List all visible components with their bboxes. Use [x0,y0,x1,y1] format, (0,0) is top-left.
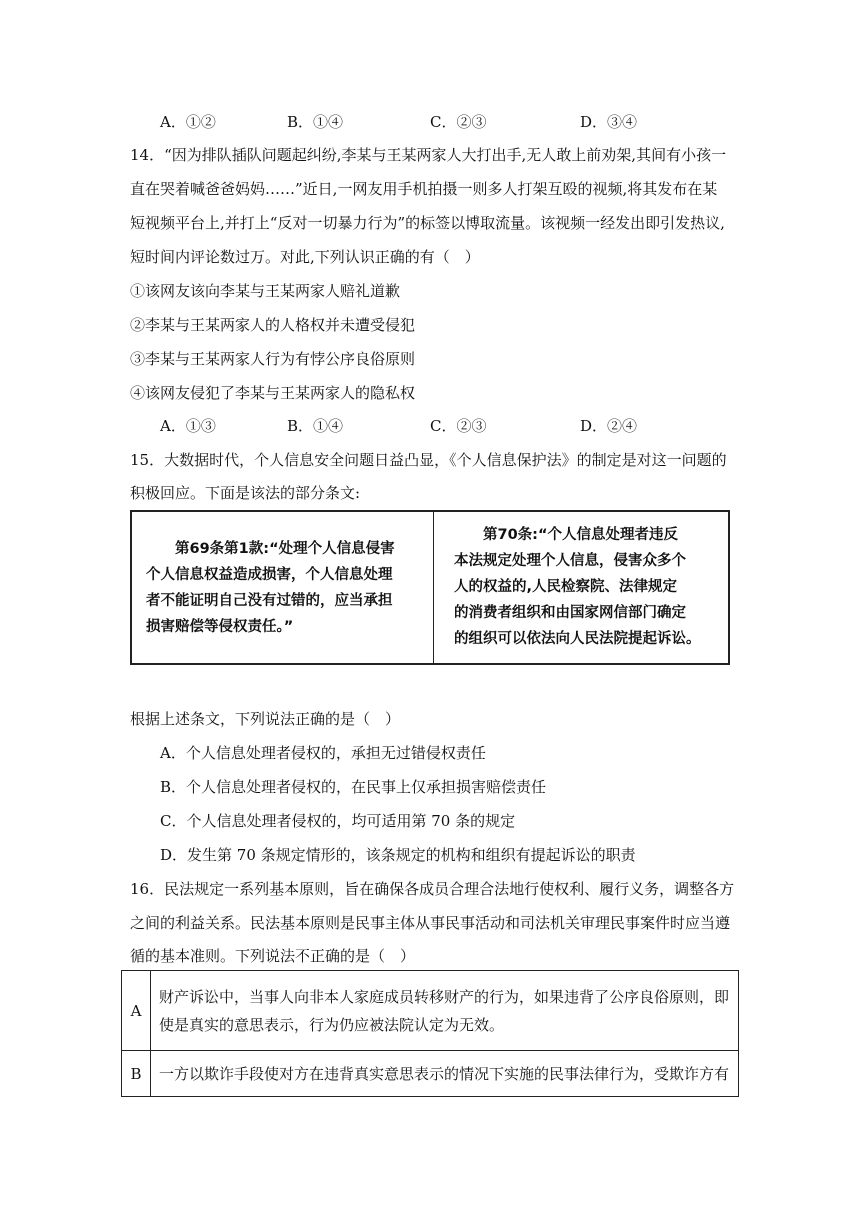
q16-option-a-line: 使是真实的意思表示，行为仍应被法院认定为无效。 [159,1015,505,1034]
q16-option-b-line: 一方以欺诈手段使对方在违背真实意思表示的情况下实施的民事法律行为，受欺诈方有 [159,1064,730,1083]
q14-stem-line-3: 短视频平台上,并打上“反对一切暴力行为”的标签以博取流量。该视频一经发出即引发热议, [130,214,725,232]
q14-option-d: D．②④ [580,417,638,435]
q14-statement-3: ③李某与王某两家人行为有悖公序良俗原则 [130,350,416,368]
q13-option-a: A．①② [160,113,216,131]
q16-option-table [121,970,739,1097]
table-row [122,971,739,1051]
article-69-line: 者不能证明自己没有过错的，应当承担 [146,593,393,609]
article-70-line: 第70条:“个人信息处理者违反 [454,527,679,543]
article-69-line: 第69条第1款:“处理个人信息侵害 [146,541,395,557]
q15-option-c: C．个人信息处理者侵权的，均可适用第 70 条的规定 [160,812,516,830]
q14-stem-line-4: 短时间内评论数过万。对此,下列认识正确的有（ ） [130,248,480,266]
article-69-line: 个人信息权益造成损害，个人信息处理 [146,567,393,583]
q16-stem-line-1: 16．民法规定一系列基本原则，旨在确保各成员合理合法地行使权利、履行义务，调整各方 [130,880,735,898]
q16-stem-line-2: 之间的利益关系。民法基本原则是民事主体从事民事活动和司法机关审理民事案件时应当遵 [130,914,731,932]
q14-stem-line-1: 14．“因为排队插队问题起纠纷,李某与王某两家人大打出手,无人敢上前劝架,其间有小孩一 [130,146,727,164]
q13-options [160,112,760,132]
q16-option-a-line: 财产诉讼中，当事人向非本人家庭成员转移财产的行为，如果违背了公序良俗原则，即 [159,987,730,1006]
q14-statement-4: ④该网友侵犯了李某与王某两家人的隐私权 [130,384,416,402]
q15-option-b: B．个人信息处理者侵权的，在民事上仅承担损害赔偿责任 [160,778,547,796]
article-69-line: 损害赔偿等侵权责任。” [146,619,294,635]
q13-option-b: B．①④ [287,113,344,131]
q15-stem-line-1: 15．大数据时代，个人信息安全问题日益凸显，《个人信息保护法》的制定是对这一问题的 [130,451,727,469]
article-69-text [146,536,395,640]
q15-question: 根据上述条文，下列说法正确的是（ ） [130,710,401,728]
q16-stem-line-3: 循的基本准则。下列说法不正确的是（ ） [130,947,416,965]
q15-option-a: A．个人信息处理者侵权的，承担无过错侵权责任 [160,744,486,762]
article-70-text [454,522,701,652]
q14-stem-line-2: 直在哭着喊爸爸妈妈……”近日,一网友用手机拍摄一则多人打架互殴的视频,将其发布在某 [130,180,718,198]
article-70-line: 的组织可以依法向人民法院提起诉讼。 [454,631,701,647]
q13-option-d: D．③④ [580,113,638,131]
q14-option-c: C．②③ [430,417,487,435]
q14-options [160,416,760,436]
article-70-line: 人的权益的,人民检察院、法律规定 [454,579,678,595]
q13-option-c: C．②③ [430,113,487,131]
q16-option-key-b: B [122,1051,151,1097]
q14-statement-1: ①该网友该向李某与王某两家人赔礼道歉 [130,282,401,300]
q14-option-a: A．①③ [160,417,216,435]
table-row [122,1051,739,1097]
q16-option-text-b [151,1051,739,1097]
q16-option-key-a: A [122,971,151,1051]
q15-stem-line-2: 积极回应。下面是该法的部分条文: [130,484,361,502]
q16-option-text-a [151,971,739,1051]
q14-option-b: B．①④ [287,417,344,435]
article-divider [433,512,434,663]
q14-statement-2: ②李某与王某两家人的人格权并未遭受侵犯 [130,316,416,334]
law-article-box [130,510,730,665]
article-70-line: 本法规定处理个人信息，侵害众多个 [454,553,686,569]
q15-option-d: D．发生第 70 条规定情形的，该条规定的机构和组织有提起诉讼的职责 [160,846,636,864]
article-70-line: 的消费者组织和由国家网信部门确定 [454,605,686,621]
